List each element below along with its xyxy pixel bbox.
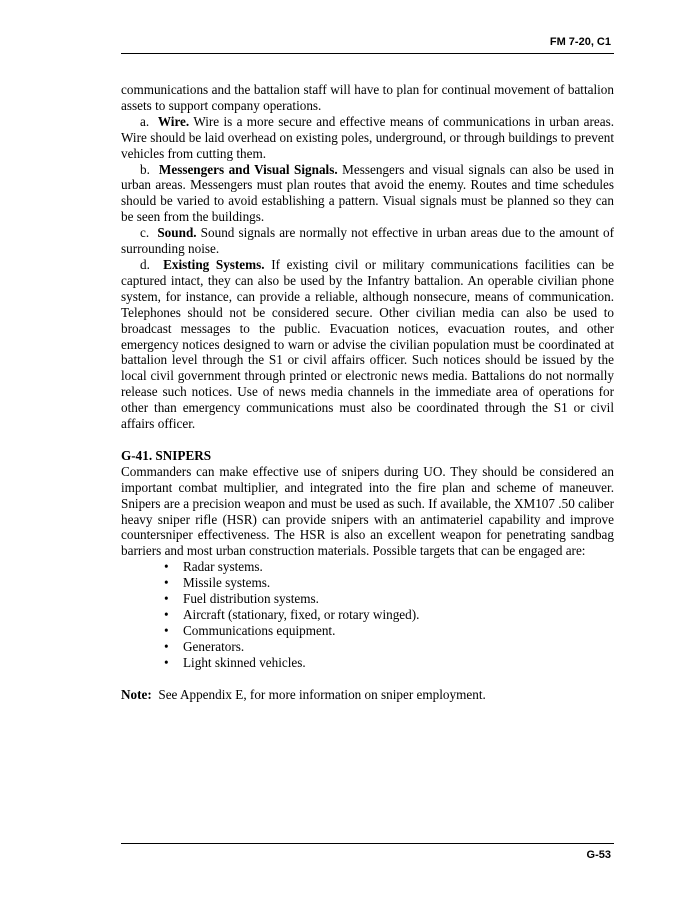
item-heading: Messengers and Visual Signals. xyxy=(158,161,338,177)
item-text: Messengers and visual signals can also be used in urban areas. Messengers must plan routes that avoid the enemy. Routes and time schedules should be varied to avoid establishing a pattern. Visual signals must be planned so they can be seen from the buildings. xyxy=(121,161,614,225)
item-existing-systems xyxy=(121,257,614,432)
list-item xyxy=(121,639,614,655)
item-letter: c. xyxy=(140,225,150,241)
bullet-icon: • xyxy=(164,654,169,670)
list-item xyxy=(121,655,614,671)
note xyxy=(121,687,614,703)
item-heading: Wire. xyxy=(157,113,190,129)
list-item xyxy=(121,607,614,623)
list-item-text: Generators. xyxy=(183,638,245,654)
list-item-text: Fuel distribution systems. xyxy=(183,591,319,607)
note-label: Note: xyxy=(121,686,152,702)
item-text: Wire is a more secure and effective means of communications in urban areas. Wire should be laid overhead on existing poles, underground, or through buildings to prevent vehicles from cutting them. xyxy=(121,113,615,161)
item-messengers xyxy=(121,162,614,226)
item-sound xyxy=(121,225,614,257)
bullet-icon: • xyxy=(164,575,169,591)
bullet-icon: • xyxy=(164,607,169,622)
list-item-text: Radar systems. xyxy=(183,559,263,575)
list-item-text: Missile systems. xyxy=(183,575,271,591)
list-item xyxy=(121,575,614,591)
list-item xyxy=(121,591,614,607)
list-item-text: Light skinned vehicles. xyxy=(183,654,306,670)
target-list xyxy=(121,559,614,670)
item-letter: a. xyxy=(140,113,150,129)
bullet-icon: • xyxy=(164,591,169,607)
bullet-icon: • xyxy=(164,638,169,654)
bullet-icon: • xyxy=(164,559,169,575)
footer-rule xyxy=(121,843,614,844)
item-heading: Existing Systems. xyxy=(163,256,265,272)
header-rule xyxy=(121,53,614,54)
page-number: G-53 xyxy=(586,849,611,861)
list-item-text: Communications equipment. xyxy=(183,622,336,638)
bullet-icon: • xyxy=(164,622,169,638)
item-text: Sound signals are normally not effective in urban areas due to the amount of surrounding noise. xyxy=(121,225,614,257)
item-letter: b. xyxy=(140,161,150,177)
item-heading: Sound. xyxy=(157,225,197,241)
intro-paragraph: communications and the battalion staff will have to plan for continual movement of battalion assets to support company operations. xyxy=(121,82,614,113)
item-wire xyxy=(121,114,614,162)
list-item xyxy=(121,623,614,639)
list-item xyxy=(121,559,614,575)
header-doc-id: FM 7-20, C1 xyxy=(549,36,611,48)
section-title: G-41. SNIPERS xyxy=(121,447,212,463)
page-content xyxy=(121,82,614,703)
list-item-text: Aircraft (stationary, fixed, or rotary winged). xyxy=(183,607,420,622)
section-body: Commanders can make effective use of snipers during UO. They should be considered an important combat multiplier, and integrated into the fire plan and scheme of maneuver. Snipers are a precision weapon and must be used as such. If available, the XM107 .50 caliber heavy sniper rifle (HSR) can provide snipers with an antimateriel capability and improve countersniper effectiveness. The HSR is also an excellent weapon for penetrating sandbag barriers and most urban construction materials. Possible targets that can be engaged are: xyxy=(121,463,614,559)
item-letter: d. xyxy=(140,256,150,272)
note-text: See Appendix E, for more information on sniper employment. xyxy=(158,686,486,702)
item-text: If existing civil or military communications facilities can be captured intact, they can also be used by the Infantry battalion. An operable civilian phone system, for instance, can provide a reliable, although nonsecure, means of communication. Telephones should not be considered secure. Other civilian media can also be used to broadcast messages to the public. Evacuation notices, evacuation routes, and other emergency notices designed to warn or advise the civilian population must be coordinated at battalion level through the S1 or civil affairs officer. Such notices should be issued by the local civil government through printed or electronic news media. Battalions do not normally release such notices. Use of news media channels in the immediate area of operations for other than emergency communications must also be coordinated through the S1 or civil affairs officer. xyxy=(121,256,615,432)
